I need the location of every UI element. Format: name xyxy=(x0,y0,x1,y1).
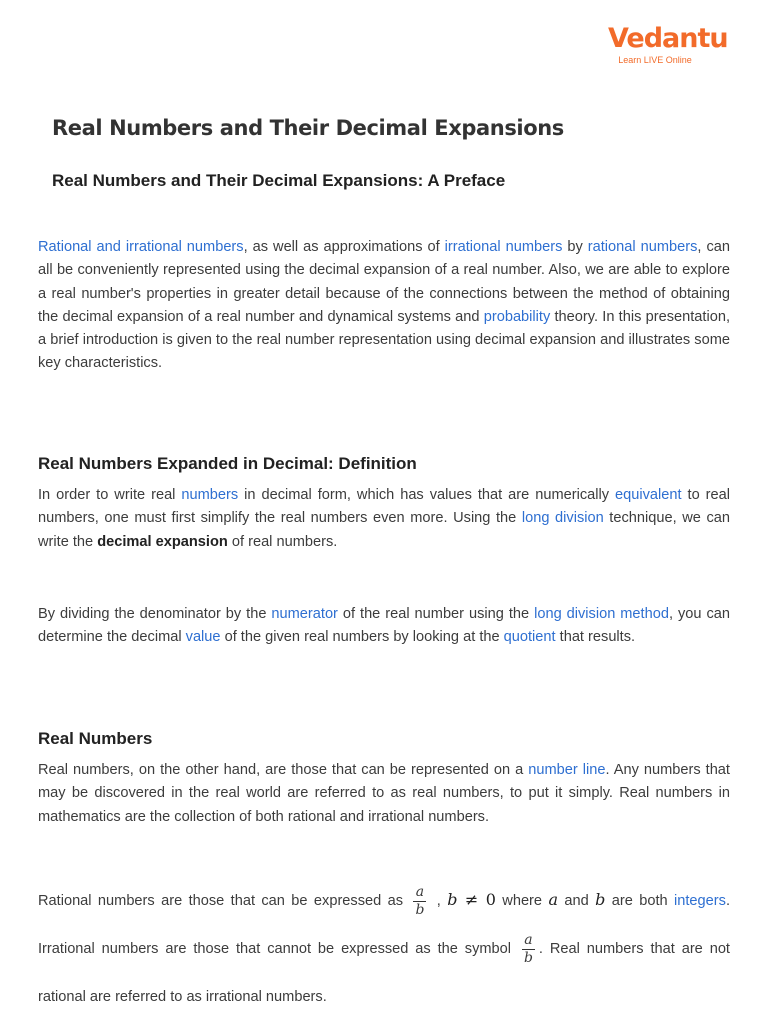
real-numbers-paragraph-2: Rational numbers are those that can be expressed as $\frac{a}{b}$ , b ≠ 0 where a and b are both integers. Irrational numbers are those that cannot be expressed as the symbol $\frac{a}{b}$ . Real numbers that are not rational are referred to as irrational numbers. xyxy=(38,883,730,1005)
link-rational-numbers[interactable]: rational numbers xyxy=(587,239,698,255)
link-rational-irrational[interactable]: Rational and irrational numbers xyxy=(38,239,244,255)
logo-tagline: Learn LIVE Online xyxy=(618,55,692,65)
math-var-a: a xyxy=(548,890,558,909)
link-numbers[interactable]: numbers xyxy=(181,487,239,503)
vedantu-logo xyxy=(608,22,728,66)
definition-paragraph-2: By dividing the denominator by the numerator of the real number using the long division method, you can determine the decimal value of the given real numbers by looking at the quotient that results. xyxy=(38,606,730,646)
link-value[interactable]: value xyxy=(185,629,221,646)
fraction-a-over-b: $\frac{a}{b}$ xyxy=(415,883,425,918)
link-equivalent[interactable]: equivalent xyxy=(615,487,682,503)
link-long-division[interactable]: long division xyxy=(521,510,604,527)
math-not-equal-zero: ≠ 0 xyxy=(457,890,496,909)
link-quotient[interactable]: quotient xyxy=(503,629,556,646)
real-numbers-paragraph-1: Real numbers, on the other hand, are those that can be represented on a number line. Any numbers that may be discovered in the real world are referred to as real numbers, to put it simply. Real numbers in mathematics are the collection of both rational and irrational numbers. xyxy=(38,762,730,825)
math-var-b: b xyxy=(447,890,458,909)
link-probability[interactable]: probability xyxy=(483,308,551,325)
link-irrational-numbers[interactable]: irrational numbers xyxy=(444,239,563,255)
intro-paragraph: Rational and irrational numbers, as well as approximations of irrational numbers by rational numbers, can all be conveniently represented using the decimal expansion of a real number. Also, we are able to explore a real number's properties in greater detail because of the connections between the method of obtaining the decimal expansion of a real number and dynamical systems and probability theory. In this presentation, a brief introduction is given to the real number representation using decimal expansion and illustrates some key characteristics. xyxy=(38,239,730,372)
section-heading-real-numbers: Real Numbers xyxy=(38,729,153,748)
link-integers[interactable]: integers xyxy=(674,893,726,909)
logo-wordmark: Vedantu xyxy=(608,23,728,54)
fraction-a-over-b: $\frac{a}{b}$ xyxy=(523,931,533,966)
bold-decimal-expansion: decimal expansion xyxy=(97,533,228,550)
math-var-b: b xyxy=(595,890,606,909)
link-number-line[interactable]: number line xyxy=(528,762,606,778)
page-title: Real Numbers and Their Decimal Expansions xyxy=(52,116,564,140)
link-long-division-method[interactable]: long division method xyxy=(534,606,669,622)
definition-paragraph-1: In order to write real numbers in decimal form, which has values that are numerically equivalent to real numbers, one must first simplify the real numbers even more. Using the long division technique, we can write the decimal expansion of real numbers. xyxy=(38,487,730,550)
section-heading-definition: Real Numbers Expanded in Decimal: Definition xyxy=(38,454,417,473)
link-numerator[interactable]: numerator xyxy=(271,606,338,622)
page-subtitle: Real Numbers and Their Decimal Expansions: A Preface xyxy=(52,171,506,190)
